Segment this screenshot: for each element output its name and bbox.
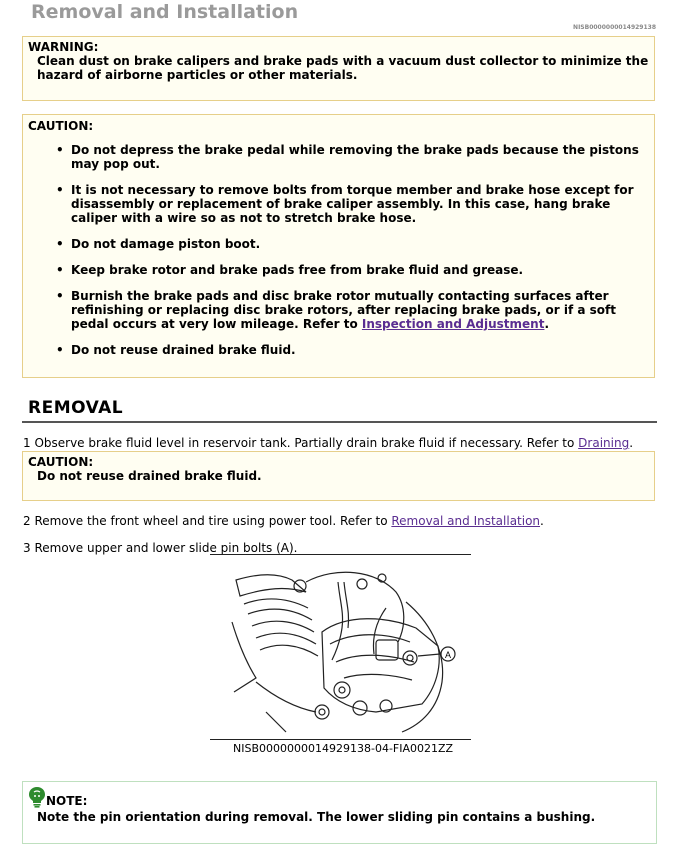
step-3-underline [210, 554, 471, 555]
caution-box [22, 114, 655, 378]
caution-item: • It is not necessary to remove bolts from torque member and brake hose except for disassembly or replacement of brake caliper assembly. In this case, hang brake caliper with a wire so as not to stretch brake hose. [28, 183, 649, 225]
lightbulb-icon [28, 786, 46, 808]
inspection-adjustment-link[interactable]: Inspection and Adjustment [361, 317, 545, 331]
note-box [22, 781, 657, 844]
note-text: Note the pin orientation during removal. The lower sliding pin contains a bushing. [37, 810, 596, 824]
warning-box [22, 36, 655, 101]
caution-item: • Do not depress the brake pedal while removing the brake pads because the pistons may pop out. [28, 143, 649, 171]
draining-link[interactable]: Draining [578, 436, 630, 450]
caution-text: Do not reuse drained brake fluid. [37, 469, 262, 483]
heading-divider [22, 421, 657, 423]
caution-heading: CAUTION: [28, 455, 94, 469]
caution-heading: CAUTION: [28, 119, 94, 133]
note-heading: NOTE: [46, 794, 88, 808]
step-2: 2 Remove the front wheel and tire using power tool. Refer to Removal and Installation. [23, 514, 544, 528]
step-3: 3 Remove upper and lower slide pin bolts (A). [23, 541, 298, 555]
step-2-text: 2 Remove the front wheel and tire using power tool. Refer to [23, 514, 388, 528]
warning-heading: WARNING: [28, 40, 99, 54]
document-id: NISB0000000014929138 [573, 24, 656, 31]
caution-item: • Keep brake rotor and brake pads free from brake fluid and grease. [28, 263, 649, 277]
removal-installation-link[interactable]: Removal and Installation [391, 514, 541, 528]
caution-item: • Do not reuse drained brake fluid. [28, 343, 649, 357]
caliper-illustration [226, 562, 462, 736]
figure-caption: NISB0000000014929138-04-FIA0021ZZ [233, 742, 454, 755]
page-title: Removal and Installation [31, 1, 299, 23]
caution-item: • Do not damage piston boot. [28, 237, 649, 251]
figure-label-a: A [444, 650, 452, 660]
step-1-text: 1 Observe brake fluid level in reservoir tank. Partially drain brake fluid if necessary. Refer to [23, 436, 575, 450]
warning-text: Clean dust on brake calipers and brake pads with a vacuum dust collector to minimize the hazard of airborne particles or other materials. [37, 54, 649, 82]
caution-box-step1 [22, 451, 655, 501]
caution-list [28, 143, 649, 357]
figure-divider [210, 739, 471, 740]
removal-heading: REMOVAL [28, 398, 124, 418]
caution-item: • Burnish the brake pads and disc brake rotor mutually contacting surfaces after refinishing or replacing disc brake rotors, after replacing brake pads, or if a soft pedal occurs at very low mileage. Refer to Inspection and Adjustment. [28, 289, 649, 331]
caution-item-text: Burnish the brake pads and disc brake rotor mutually contacting surfaces after refinishing or replacing disc brake rotors, after replacing brake pads, or if a soft pedal occurs at very low mileage. Refer to [71, 289, 616, 331]
step-1: 1 Observe brake fluid level in reservoir tank. Partially drain brake fluid if necessary. Refer to Draining. [23, 436, 634, 450]
note-heading-row [28, 786, 651, 808]
